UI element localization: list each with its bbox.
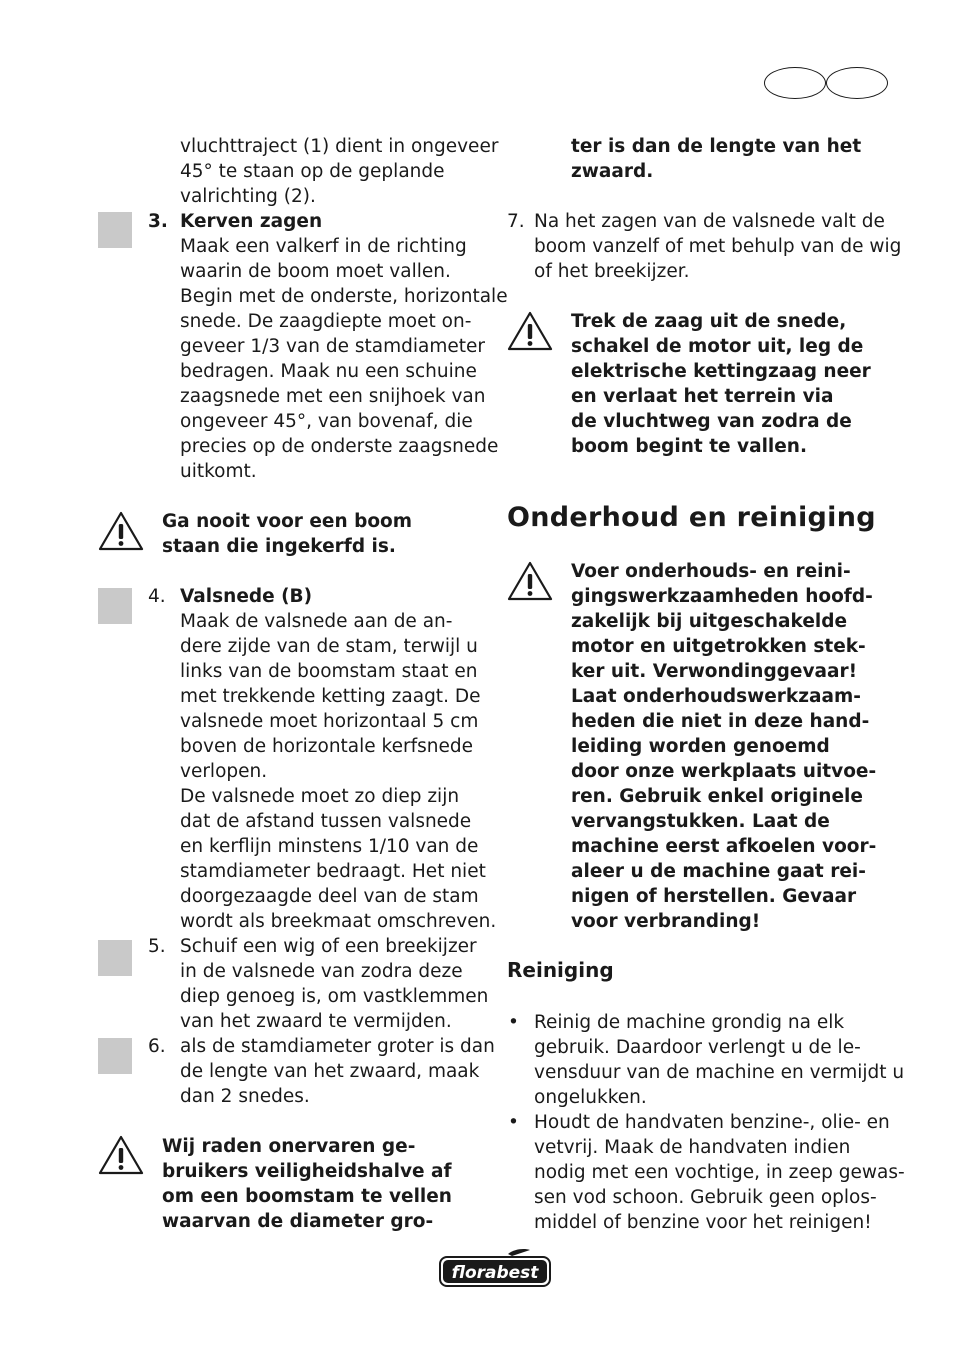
text-line: en verlaat het terrein via xyxy=(571,386,834,407)
text-line: door onze werkplaats uitvoe- xyxy=(571,761,877,782)
text-line: staan die ingekerfd is. xyxy=(162,536,396,557)
warning-text-continued xyxy=(571,134,861,184)
step-marker-square xyxy=(98,940,132,976)
text-line: middel of benzine voor het reinigen! xyxy=(534,1212,872,1233)
text-line: waarin de boom moet vallen. xyxy=(180,261,451,282)
bullet-item xyxy=(534,1110,905,1235)
text-line: gingswerkzaamheden hoofd- xyxy=(571,586,873,607)
text-line: dat de afstand tussen valsnede xyxy=(180,811,472,832)
text-line: gebruik. Daardoor verlengt u de le- xyxy=(534,1037,861,1058)
text-line: schakel de motor uit, leg de xyxy=(571,336,864,357)
text-line: Voer onderhouds- en reini- xyxy=(571,561,851,582)
text-line: Maak de valsnede aan de an- xyxy=(180,611,453,632)
text-line: elektrische kettingzaag neer xyxy=(571,361,871,382)
subheading: Reiniging xyxy=(507,958,614,982)
text-line: ongeveer 45°, van bovenaf, die xyxy=(180,411,473,432)
florabest-logo xyxy=(438,1248,552,1288)
text-line: leiding worden genoemd xyxy=(571,736,830,757)
text-line: valsnede moet horizontaal 5 cm xyxy=(180,711,479,732)
text-line: voor verbranding! xyxy=(571,911,761,932)
text-line: om een boomstam te vellen xyxy=(162,1186,452,1207)
text-line: boom vanzelf of met behulp van de wig xyxy=(534,236,902,257)
text-line: Schuif een wig of een breekijzer xyxy=(180,936,477,957)
warning-text xyxy=(162,1134,452,1234)
text-line: doorgezaagde deel van de stam xyxy=(180,886,479,907)
text-line: de lengte van het zwaard, maak xyxy=(180,1061,480,1082)
text-line: Begin met de onderste, horizontale xyxy=(180,286,508,307)
step-7 xyxy=(534,209,901,284)
warning-text xyxy=(162,509,412,559)
step-number: 6. xyxy=(148,1036,166,1057)
text-line: snede. De zaagdiepte moet on- xyxy=(180,311,472,332)
step-number: 3. xyxy=(148,211,168,232)
text-line: met trekkende ketting zaagt. De xyxy=(180,686,481,707)
text-line: in de valsnede van zodra deze xyxy=(180,961,463,982)
text-line: Houdt de handvaten benzine-, olie- en xyxy=(534,1112,890,1133)
text-line: dere zijde van de stam, terwijl u xyxy=(180,636,478,657)
text-line: dan 2 snedes. xyxy=(180,1086,310,1107)
text-line: Maak een valkerf in de richting xyxy=(180,236,467,257)
step-number: 7. xyxy=(507,211,525,232)
section-title: Onderhoud en reiniging xyxy=(507,502,876,533)
text-line: machine eerst afkoelen voor- xyxy=(571,836,877,857)
language-oval-right xyxy=(826,67,888,99)
text-line: bruikers veiligheidshalve af xyxy=(162,1161,452,1182)
bullet-item xyxy=(534,1010,904,1110)
text-line: de vluchtweg van zodra de xyxy=(571,411,852,432)
text-line: ker uit. Verwondinggevaar! xyxy=(571,661,858,682)
text-line: ter is dan de lengte van het xyxy=(571,136,862,157)
text-line: Reinig de machine grondig na elk xyxy=(534,1012,845,1033)
text-line: sen vod schoon. Gebruik geen oplos- xyxy=(534,1187,877,1208)
warning-icon xyxy=(98,1134,144,1176)
step-5 xyxy=(180,934,488,1034)
text-line: nodig met een vochtige, in zeep gewas- xyxy=(534,1162,905,1183)
text-line: ren. Gebruik enkel originele xyxy=(571,786,863,807)
step-marker-square xyxy=(98,1038,132,1074)
text-line: precies op de onderste zaagsnede xyxy=(180,436,499,457)
text-line: De valsnede moet zo diep zijn xyxy=(180,786,460,807)
text-line: Laat onderhoudswerkzaam- xyxy=(571,686,861,707)
step-4 xyxy=(180,584,496,934)
text-line: valrichting (2). xyxy=(180,186,316,207)
text-line: Wij raden onervaren ge- xyxy=(162,1136,416,1157)
text-line: links van de boomstam staat en xyxy=(180,661,478,682)
language-oval-left xyxy=(764,67,826,99)
text-line: nigen of herstellen. Gevaar xyxy=(571,886,857,907)
step-number: 5. xyxy=(148,936,166,957)
intro-text xyxy=(180,134,498,209)
text-line: boom begint te vallen. xyxy=(571,436,808,457)
text-line: geveer 1/3 van de stamdiameter xyxy=(180,336,485,357)
text-line: diep genoeg is, om vastklemmen xyxy=(180,986,489,1007)
step-title: Kerven zagen xyxy=(180,211,323,232)
warning-text xyxy=(571,309,871,459)
text-line: vervangstukken. Laat de xyxy=(571,811,830,832)
text-line: ongelukken. xyxy=(534,1087,647,1108)
text-line: zaagsnede met een snijhoek van xyxy=(180,386,486,407)
warning-icon xyxy=(507,560,553,602)
text-line: verlopen. xyxy=(180,761,268,782)
text-line: stamdiameter bedraagt. Het niet xyxy=(180,861,486,882)
step-number: 4. xyxy=(148,586,166,607)
svg-text:florabest: florabest xyxy=(451,1263,539,1283)
warning-icon xyxy=(98,510,144,552)
text-line: boven de horizontale kerfsnede xyxy=(180,736,473,757)
step-marker-square xyxy=(98,588,132,624)
language-badge xyxy=(764,67,890,101)
text-line: uitkomt. xyxy=(180,461,257,482)
text-line: heden die niet in deze hand- xyxy=(571,711,870,732)
text-line: Ga nooit voor een boom xyxy=(162,511,413,532)
text-line: als de stamdiameter groter is dan xyxy=(180,1036,495,1057)
text-line: vetvrij. Maak de handvaten indien xyxy=(534,1137,851,1158)
text-line: Trek de zaag uit de snede, xyxy=(571,311,847,332)
bullet-marker: • xyxy=(508,1112,519,1133)
step-title: Valsnede (B) xyxy=(180,586,313,607)
text-line: 45° te staan op de geplande xyxy=(180,161,445,182)
text-line: en kerflijn minstens 1/10 van de xyxy=(180,836,479,857)
text-line: vensduur van de machine en vermijdt u xyxy=(534,1062,905,1083)
text-line: waarvan de diameter gro- xyxy=(162,1211,434,1232)
bullet-marker: • xyxy=(508,1012,519,1033)
warning-text xyxy=(571,559,876,934)
text-line: vluchttraject (1) dient in ongeveer xyxy=(180,136,499,157)
step-marker-square xyxy=(98,212,132,248)
text-line: van het zwaard te vermijden. xyxy=(180,1011,452,1032)
text-line: aleer u de machine gaat rei- xyxy=(571,861,866,882)
step-3 xyxy=(180,209,508,484)
text-line: zwaard. xyxy=(571,161,654,182)
step-6 xyxy=(180,1034,495,1109)
text-line: of het breekijzer. xyxy=(534,261,690,282)
text-line: bedragen. Maak nu een schuine xyxy=(180,361,477,382)
text-line: motor en uitgetrokken stek- xyxy=(571,636,866,657)
warning-icon xyxy=(507,310,553,352)
text-line: zakelijk bij uitgeschakelde xyxy=(571,611,848,632)
text-line: Na het zagen van de valsnede valt de xyxy=(534,211,885,232)
text-line: wordt als breekmaat omschreven. xyxy=(180,911,497,932)
